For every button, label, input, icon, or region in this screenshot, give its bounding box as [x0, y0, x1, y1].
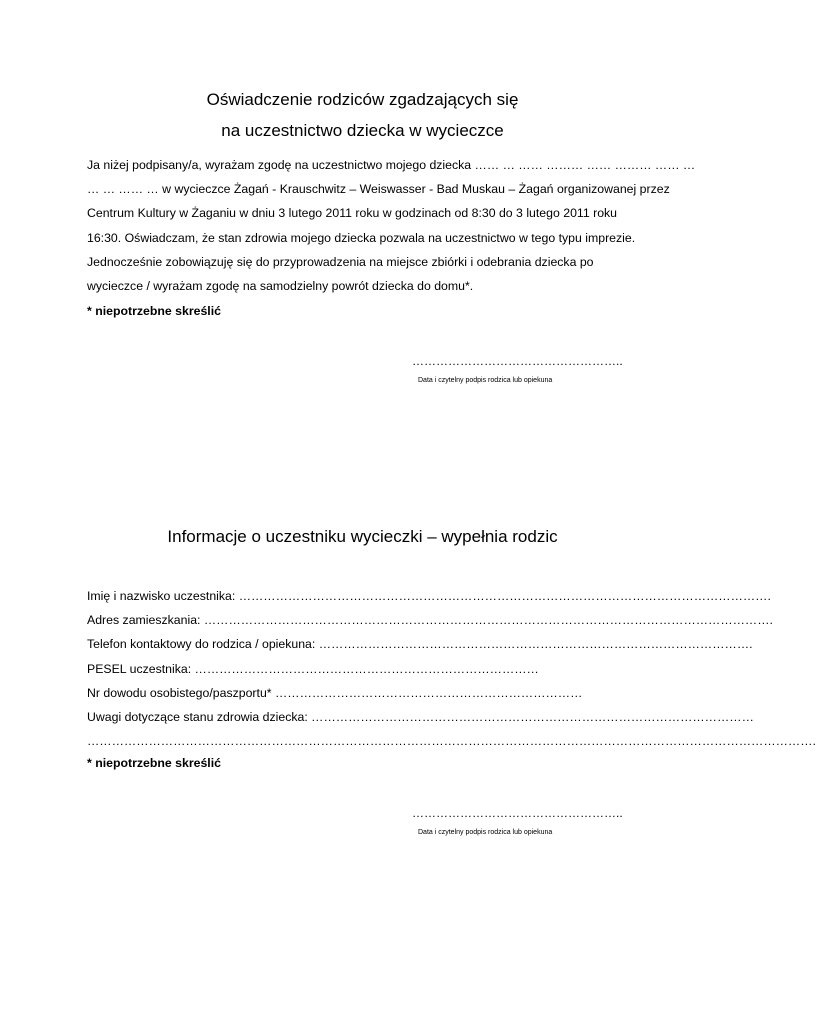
info-signature-line: …………………………………………….. [412, 806, 623, 820]
declaration-line: wycieczce / wyrażam zgodę na samodzielny powrót dziecka do domu*. [87, 279, 474, 294]
declaration-line: Jednocześnie zobowiązuję się do przyprowadzenia na miejsce zbiórki i odebrania dziecka po [87, 254, 594, 269]
field-home-address: Adres zamieszkania: …………………………………………………………………………………………………………………………. [87, 613, 773, 628]
field-pesel: PESEL uczestnika: ………………………………………………………………………… [87, 661, 539, 676]
field-health-notes: Uwagi dotyczące stanu zdrowia dziecka: ……………………………………………………………………………………………… [87, 709, 754, 724]
info-title: Informacje o uczestniku wycieczki – wypełnia rodzic [167, 527, 558, 546]
declaration-footnote: * niepotrzebne skreślić [87, 304, 221, 318]
declaration-title-line-2: na uczestnictwo dziecka w wycieczce [221, 121, 504, 140]
declaration-line: Centrum Kultury w Żaganiu w dniu 3 lutego 2011 roku w godzinach od 8:30 do 3 lutego 2011 roku [87, 206, 618, 221]
declaration-line: 16:30. Oświadczam, że stan zdrowia mojego dziecka pozwala na uczestnictwo w tego typu imprezie. [87, 230, 636, 245]
declaration-line: … … …… … w wycieczce Żagań - Krauschwitz – Weiswasser - Bad Muskau – Żagań organizowanej przez [87, 182, 670, 197]
field-parent-phone: Telefon kontaktowy do rodzica / opiekuna: ……………………………………………………………………………………………. [87, 637, 753, 652]
declaration-signature-line: …………………………………………….. [412, 354, 623, 368]
info-footnote: * niepotrzebne skreślić [87, 756, 221, 770]
participant-info-form [87, 584, 816, 753]
declaration-title-line-1: Oświadczenie rodziców zgadzających się [206, 90, 519, 109]
declaration-signature-label: Data i czytelny podpis rodzica lub opiekuna [418, 377, 553, 384]
field-participant-name: Imię i nazwisko uczestnika: …………………………………………………………………………………………………………………. [87, 589, 771, 603]
declaration-paragraph [87, 153, 696, 298]
field-id-passport: Nr dowodu osobistego/paszportu* ………………………………………………………………… [87, 685, 583, 700]
field-health-notes-continued: ……………………………………………………………………………………………………………………………………………………………. [87, 734, 816, 749]
declaration-line: Ja niżej podpisany/a, wyrażam zgodę na uczestnictwo mojego dziecka …… … …… ……… …… ……… …… … [87, 158, 696, 172]
info-signature-label: Data i czytelny podpis rodzica lub opiekuna [418, 829, 553, 836]
